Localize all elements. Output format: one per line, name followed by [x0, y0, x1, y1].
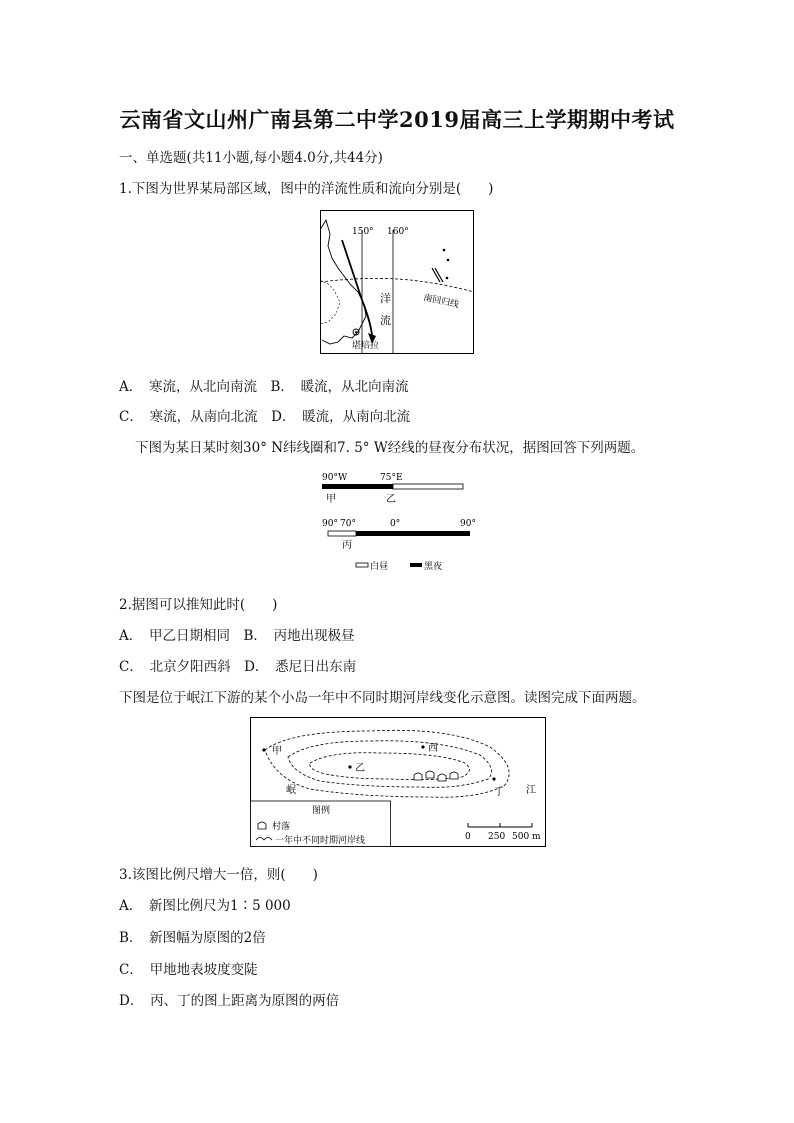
legend-night-label: 黑夜 [424, 562, 443, 572]
question-3-option-d: D． 丙、丁的图上距离为原图的两倍 [119, 993, 340, 1009]
section-heading: 一、单选题(共11小题,每小题4.0分,共44分) [119, 150, 383, 166]
lon-160-label: 160° [387, 227, 409, 237]
current-char-1: 洋 [380, 292, 391, 305]
question-3-option-c: C． 甲地地表坡度变陡 [119, 962, 258, 978]
point-ding: 丁 [494, 787, 504, 798]
city-label: 堪培拉 [352, 341, 380, 351]
question-3-option-b: B． 新图幅为原图的2倍 [119, 930, 266, 946]
question-1-option-line-1: A． 寒流，从北向南流 B． 暖流，从北向南流 [119, 379, 409, 395]
legend-day-label: 白昼 [370, 562, 389, 572]
figure-1-map [320, 210, 475, 355]
bar1-left-label: 90°W [322, 473, 348, 483]
legend-village-icon [258, 822, 266, 829]
river-min: 岷 [286, 785, 296, 796]
question-3-option-a: A． 新图比例尺为1∶5 000 [119, 898, 291, 914]
page-title: 云南省文山州广南县第二中学2019届高三上学期期中考试 [119, 107, 675, 132]
scale-500: 500 m [512, 832, 541, 842]
scale-250: 250 [488, 832, 506, 842]
question-2-option-line-2: C． 北京夕阳西斜 D． 悉尼日出东南 [119, 659, 357, 675]
bar2-bing: 丙 [342, 540, 352, 551]
current-char-2: 流 [380, 314, 391, 327]
tropic-label: 南回归线 [422, 293, 460, 311]
bar1-right-label: 75°E [380, 473, 403, 483]
question-3-stem: 3.该图比例尺增大一倍，则( ) [119, 867, 318, 883]
question-2-stem: 2.据图可以推知此时( ) [119, 597, 278, 613]
point-yi: 乙 [355, 763, 365, 774]
legend-village-label: 村落 [272, 822, 291, 832]
figure-2-day-night [318, 470, 480, 574]
bar1-yi: 乙 [386, 494, 396, 505]
intro-3: 下图是位于岷江下游的某个小岛一年中不同时期河岸线变化示意图。读图完成下面两题。 [119, 690, 646, 706]
question-1-stem: 1.下图为世界某局部区域，图中的洋流性质和流向分别是( ) [119, 181, 494, 197]
river-jiang: 江 [526, 785, 536, 796]
question-1-option-line-2: C． 寒流，从南向北流 D． 暖流，从南向北流 [119, 409, 411, 425]
bar2-tick-4: 90° [460, 519, 476, 529]
question-2-option-line-1: A． 甲乙日期相同 B． 丙地出现极昼 [119, 628, 355, 644]
lon-150-label: 150° [352, 227, 374, 237]
intro-2: 下图为某日某时刻30° N纬线圈和7. 5° W经线的昼夜分布状况，据图回答下列两题。 [135, 440, 645, 456]
legend-shoreline-label: 一年中不同时期河岸线 [275, 836, 366, 846]
point-jia: 甲 [272, 746, 282, 757]
scale-0: 0 [465, 832, 471, 842]
bar2-tick-2: 70° [340, 519, 356, 529]
figure-3-island-map [250, 717, 546, 847]
bar2-tick-1: 90° [322, 519, 338, 529]
bar2-tick-3: 0° [390, 519, 401, 529]
bar1-jia: 甲 [326, 494, 336, 505]
point-xi: 西 [428, 743, 438, 754]
legend-title: 图例 [312, 806, 331, 816]
